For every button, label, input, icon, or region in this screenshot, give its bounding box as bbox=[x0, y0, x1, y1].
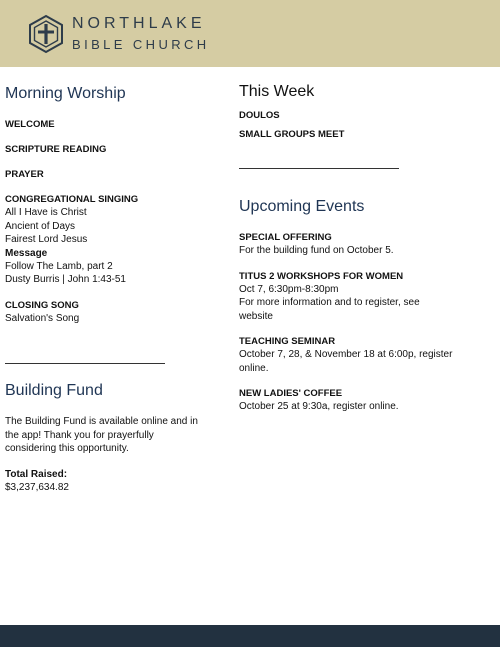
event-title: NEW LADIES' COFFEE bbox=[239, 388, 343, 399]
message-title: Follow The Lamb, part 2 bbox=[5, 260, 113, 272]
building-fund-title: Building Fund bbox=[5, 382, 103, 399]
this-week-item: SMALL GROUPS MEET bbox=[239, 129, 345, 140]
event-title: SPECIAL OFFERING bbox=[239, 232, 332, 243]
this-week-title: This Week bbox=[239, 83, 315, 100]
event-detail: October 25 at 9:30a, register online. bbox=[239, 401, 399, 412]
event-detail: For the building fund on October 5. bbox=[239, 245, 394, 256]
event-item bbox=[239, 231, 469, 258]
cross-hexagon-icon bbox=[27, 14, 65, 54]
total-raised-value: $3,237,634.82 bbox=[5, 481, 69, 493]
right-column bbox=[239, 81, 469, 414]
closing-song-label: CLOSING SONG bbox=[5, 299, 79, 311]
left-column bbox=[5, 83, 220, 494]
upcoming-events-title: Upcoming Events bbox=[239, 198, 365, 215]
event-detail: October 7, 28, & November 18 at 6:00p, register online. bbox=[239, 349, 453, 374]
event-detail: Oct 7, 6:30pm-8:30pm bbox=[239, 283, 339, 295]
event-item bbox=[239, 270, 469, 324]
event-detail: For more information and to register, see website bbox=[239, 297, 420, 322]
event-title: TEACHING SEMINAR bbox=[239, 336, 336, 347]
scripture-reading-label: SCRIPTURE READING bbox=[5, 144, 107, 155]
welcome-label: WELCOME bbox=[5, 119, 55, 130]
event-title: TITUS 2 WORKSHOPS FOR WOMEN bbox=[239, 270, 404, 282]
total-raised-label: Total Raised: bbox=[5, 468, 68, 480]
building-fund-body: The Building Fund is available online and in the app! Thank you for prayerfully considering this opportunity. bbox=[5, 416, 198, 454]
event-item bbox=[239, 387, 469, 414]
song-item: Fairest Lord Jesus bbox=[5, 234, 88, 245]
footer-bar bbox=[0, 625, 500, 647]
closing-song: Salvation's Song bbox=[5, 312, 80, 324]
prayer-label: PRAYER bbox=[5, 169, 44, 180]
event-item bbox=[239, 335, 469, 375]
congregational-singing-label: CONGREGATIONAL SINGING bbox=[5, 194, 139, 205]
message-label: Message bbox=[5, 247, 48, 259]
message-speaker: Dusty Burris | John 1:43-51 bbox=[5, 274, 126, 285]
song-item: Ancient of Days bbox=[5, 220, 76, 232]
church-name bbox=[72, 14, 210, 54]
this-week-item: DOULOS bbox=[239, 110, 280, 121]
church-name-line2: BIBLE CHURCH bbox=[72, 37, 210, 52]
morning-worship-title: Morning Worship bbox=[5, 85, 126, 102]
song-item: All I Have is Christ bbox=[5, 207, 87, 218]
header-banner bbox=[0, 0, 500, 67]
church-name-line1: NORTHLAKE bbox=[72, 15, 206, 32]
